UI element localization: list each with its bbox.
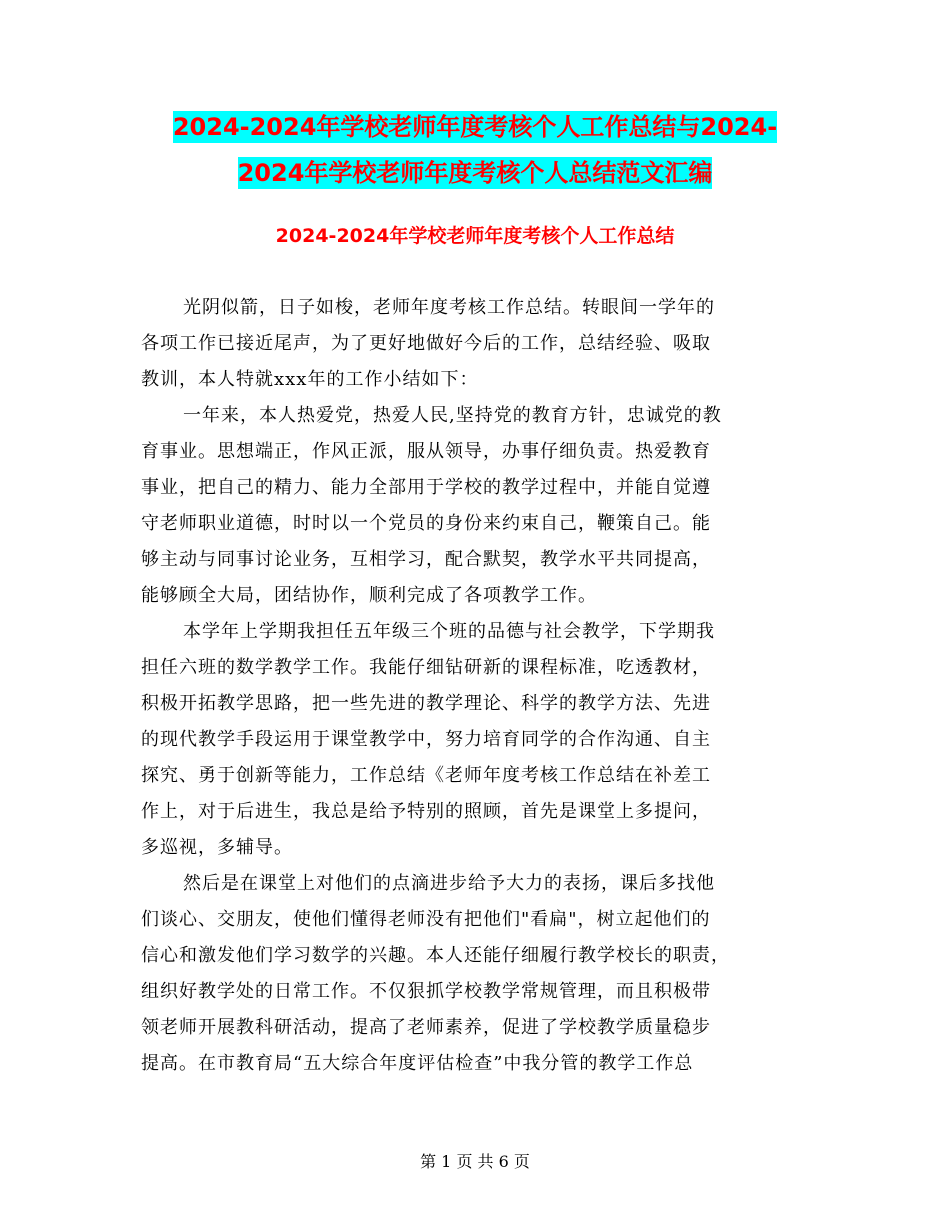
document-title-line-1: 2024-2024年学校老师年度考核个人工作总结与2024- <box>172 113 778 141</box>
body-line: 多巡视，多辅导。 <box>141 837 293 858</box>
document-title <box>0 104 950 196</box>
body-line: 教训，本人特就xxx年的工作小结如下： <box>141 369 479 390</box>
body-line: 提高。在市教育局“五大综合年度评估检查”中我分管的教学工作总 <box>141 1053 694 1074</box>
body-line: 作上，对于后进生，我总是给予特别的照顾，首先是课堂上多提问， <box>141 801 711 822</box>
body-line: 信心和激发他们学习数学的兴趣。本人还能仔细履行教学校长的职责， <box>141 945 730 966</box>
body-line: 然后是在课堂上对他们的点滴进步给予大力的表扬，课后多找他 <box>183 873 715 894</box>
body-line: 够主动与同事讨论业务，互相学习，配合默契，教学水平共同提高， <box>141 549 711 570</box>
body-line: 探究、勇于创新等能力，工作总结《老师年度考核工作总结在补差工 <box>141 765 711 786</box>
page-number-footer: 第 1 页 共 6 页 <box>420 1152 530 1171</box>
body-line: 组织好教学处的日常工作。不仅狠抓学校教学常规管理，而且积极带 <box>141 981 711 1002</box>
body-line: 各项工作已接近尾声，为了更好地做好今后的工作，总结经验、吸取 <box>141 333 711 354</box>
body-line: 光阴似箭，日子如梭，老师年度考核工作总结。转眼间一学年的 <box>183 297 715 318</box>
body-line: 能够顾全大局，团结协作，顺利完成了各项教学工作。 <box>141 585 597 606</box>
document-title-line-2: 2024年学校老师年度考核个人总结范文汇编 <box>237 159 713 187</box>
body-line: 事业，把自己的精力、能力全部用于学校的教学过程中，并能自觉遵 <box>141 477 711 498</box>
body-line: 领老师开展教科研活动，提高了老师素养，促进了学校教学质量稳步 <box>141 1017 711 1038</box>
body-line: 守老师职业道德，时时以一个党员的身份来约束自己，鞭策自己。能 <box>141 513 711 534</box>
body-line: 积极开拓教学思路，把一些先进的教学理论、科学的教学方法、先进 <box>141 693 711 714</box>
body-line: 担任六班的数学教学工作。我能仔细钻研新的课程标准，吃透教材， <box>141 657 711 678</box>
section-title: 2024-2024年学校老师年度考核个人工作总结 <box>275 225 675 247</box>
body-line: 本学年上学期我担任五年级三个班的品德与社会教学，下学期我 <box>183 621 715 642</box>
body-line: 的现代教学手段运用于课堂教学中，努力培育同学的合作沟通、自主 <box>141 729 711 750</box>
document-body <box>141 290 809 1082</box>
body-line: 一年来，本人热爱党，热爱人民,坚持党的教育方针，忠诚党的教 <box>183 405 722 426</box>
body-line: 们谈心、交朋友，使他们懂得老师没有把他们"看扁"，树立起他们的 <box>141 909 711 930</box>
body-line: 育事业。思想端正，作风正派，服从领导，办事仔细负责。热爱教育 <box>141 441 711 462</box>
